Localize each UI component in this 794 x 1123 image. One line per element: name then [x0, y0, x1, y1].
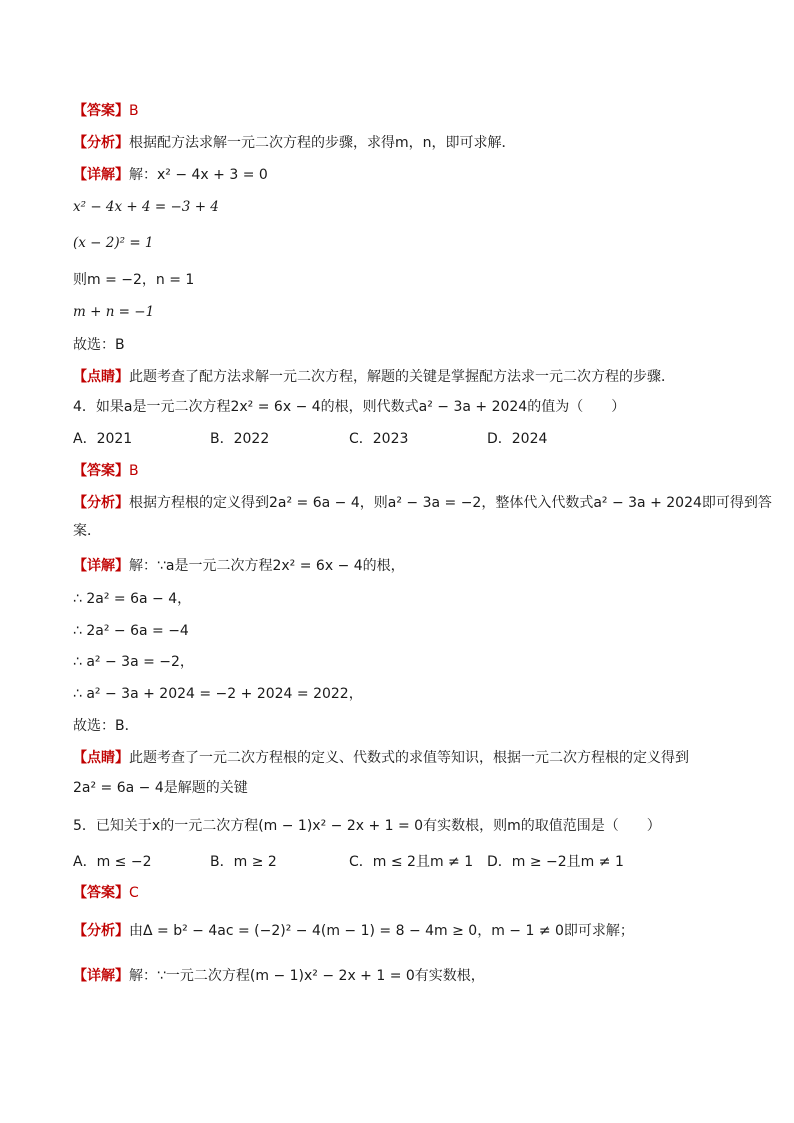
analysis-line [73, 133, 734, 153]
answer-tag: 【答案】 [73, 103, 129, 119]
comment-line [73, 748, 734, 768]
detail-line [73, 556, 734, 576]
option-a: A．m ≤ −2 [73, 854, 152, 870]
comment-tag: 【点睛】 [73, 369, 129, 385]
choice-line: 故选：B [73, 337, 125, 353]
analysis-line [73, 921, 734, 941]
solution-step: m + n = −1 [73, 304, 155, 320]
comment-line [73, 367, 734, 387]
answer-line [73, 101, 734, 121]
option-c: C．m ≤ 2且m ≠ 1 [349, 854, 474, 870]
detail-line [73, 966, 734, 986]
comment-text: 此题考查了配方法求解一元二次方程，解题的关键是掌握配方法求一元二次方程的步骤． [129, 369, 675, 385]
analysis-tag: 【分析】 [73, 135, 129, 151]
solution-step: ∴ 2a² − 6a = −4 [73, 623, 189, 639]
detail-tag: 【详解】 [73, 167, 129, 183]
comment-continuation: 2a² = 6a − 4是解题的关键 [73, 780, 248, 796]
detail-line [73, 165, 734, 185]
answer-value: C [129, 885, 139, 901]
detail-text: 解：∵一元二次方程(m − 1)x² − 2x + 1 = 0有实数根， [129, 968, 485, 984]
analysis-tag: 【分析】 [73, 923, 129, 939]
option-d: D．2024 [487, 431, 548, 447]
answer-tag: 【答案】 [73, 885, 129, 901]
comment-text: 此题考查了一元二次方程根的定义、代数式的求值等知识，根据一元二次方程根的定义得到 [129, 750, 689, 766]
analysis-tag: 【分析】 [73, 495, 129, 511]
comment-tag: 【点睛】 [73, 750, 129, 766]
question-4: 4．如果a是一元二次方程2x² = 6x − 4的根，则代数式a² − 3a + 2024的值为（ ） [73, 399, 626, 415]
detail-tag: 【详解】 [73, 558, 129, 574]
detail-tag: 【详解】 [73, 968, 129, 984]
choice-line: 故选：B． [73, 718, 139, 734]
option-b: B．m ≥ 2 [210, 854, 277, 870]
solution-step: ∴ a² − 3a = −2， [73, 654, 194, 670]
detail-text: 解：∵a是一元二次方程2x² = 6x − 4的根， [129, 558, 405, 574]
option-b: B．2022 [210, 431, 270, 447]
answer-line [73, 461, 734, 481]
option-d: D．m ≥ −2且m ≠ 1 [487, 854, 624, 870]
solution-step: x² − 4x + 4 = −3 + 4 [73, 199, 219, 215]
answer-tag: 【答案】 [73, 463, 129, 479]
answer-line [73, 883, 734, 903]
option-c: C．2023 [349, 431, 409, 447]
answer-value: B [129, 103, 139, 119]
analysis-text: 根据方程根的定义得到2a² = 6a − 4，则a² − 3a = −2，整体代入代数式a² − 3a + 2024即可得到答 [129, 495, 772, 511]
detail-text: 解：x² − 4x + 3 = 0 [129, 167, 268, 183]
question-5: 5．已知关于x的一元二次方程(m − 1)x² − 2x + 1 = 0有实数根，则m的取值范围是（ ） [73, 818, 661, 834]
analysis-text: 根据配方法求解一元二次方程的步骤，求得m，n，即可求解． [129, 135, 516, 151]
solution-step: (x − 2)² = 1 [73, 235, 154, 251]
analysis-line [73, 493, 772, 513]
answer-value: B [129, 463, 139, 479]
solution-step: ∴ 2a² = 6a − 4， [73, 591, 192, 607]
analysis-continuation: 案． [73, 523, 101, 539]
solution-step: ∴ a² − 3a + 2024 = −2 + 2024 = 2022， [73, 686, 363, 702]
option-a: A．2021 [73, 431, 133, 447]
solution-step: 则m = −2，n = 1 [73, 272, 195, 288]
analysis-text: 由Δ = b² − 4ac = (−2)² − 4(m − 1) = 8 − 4m ≥ 0，m − 1 ≠ 0即可求解； [129, 923, 634, 939]
